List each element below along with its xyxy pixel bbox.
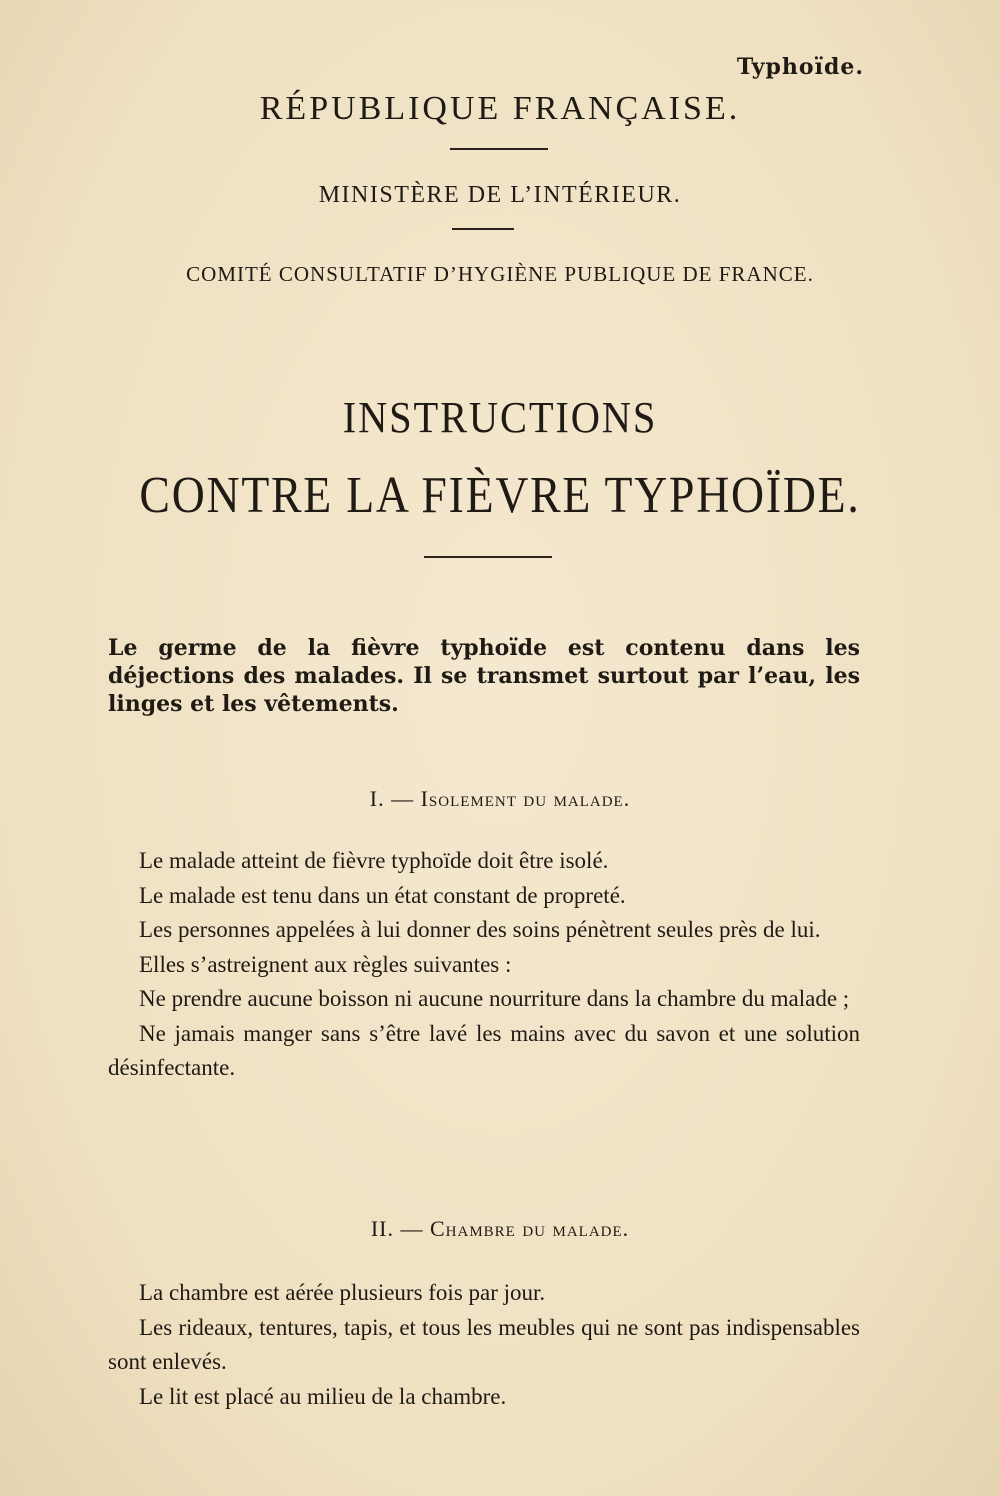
ministry-heading: MINISTÈRE DE L’INTÉRIEUR. — [318, 182, 682, 208]
lead-paragraph: Le germe de la fièvre typhoïde est contenu dans les déjections des malades. Il se transmet surtout par l’eau, les linges et les vêtements. — [108, 635, 860, 717]
republic-heading: RÉPUBLIQUE FRANÇAISE. — [259, 90, 741, 127]
title-line-1: INSTRUCTIONS — [342, 393, 658, 442]
corner-tag: Typhoïde. — [736, 54, 864, 80]
body-paragraph: La chambre est aérée plusieurs fois par jour. — [139, 1280, 546, 1305]
committee-heading: COMITÉ CONSULTATIF D’HYGIÈNE PUBLIQUE DE FRANCE. — [186, 262, 814, 286]
body-paragraph: Elles s’astreignent aux règles suivantes : — [139, 951, 512, 977]
divider — [450, 148, 548, 150]
section-number: II. — — [370, 1216, 424, 1241]
section-body — [108, 844, 860, 1086]
divider — [452, 228, 514, 230]
section-number: I. — — [369, 786, 415, 811]
body-paragraph: Les rideaux, tentures, tapis, et tous les meubles qui ne sont pas indispensables sont enlevés. — [108, 1314, 860, 1374]
body-paragraph: Les personnes appelées à lui donner des soins pénètrent seules près de lui. — [139, 917, 821, 942]
section-title: Isolement du malade. — [420, 786, 631, 811]
body-paragraph: Le malade est tenu dans un état constant de propreté. — [139, 882, 626, 908]
title-line-2: CONTRE LA FIÈVRE TYPHOÏDE. — [139, 467, 861, 524]
body-paragraph: Le lit est placé au milieu de la chambre. — [139, 1383, 507, 1409]
divider — [424, 556, 552, 558]
section-heading — [0, 786, 1000, 812]
section-body — [108, 1276, 860, 1414]
body-paragraph: Le malade atteint de fièvre typhoïde doit être isolé. — [139, 848, 609, 873]
section-title: Chambre du malade. — [429, 1216, 630, 1241]
body-paragraph: Ne prendre aucune boisson ni aucune nourriture dans la chambre du malade ; — [139, 986, 850, 1011]
section-heading — [0, 1216, 1000, 1242]
body-paragraph: Ne jamais manger sans s’être lavé les mains avec du savon et une solution désinfectante. — [108, 1020, 860, 1080]
